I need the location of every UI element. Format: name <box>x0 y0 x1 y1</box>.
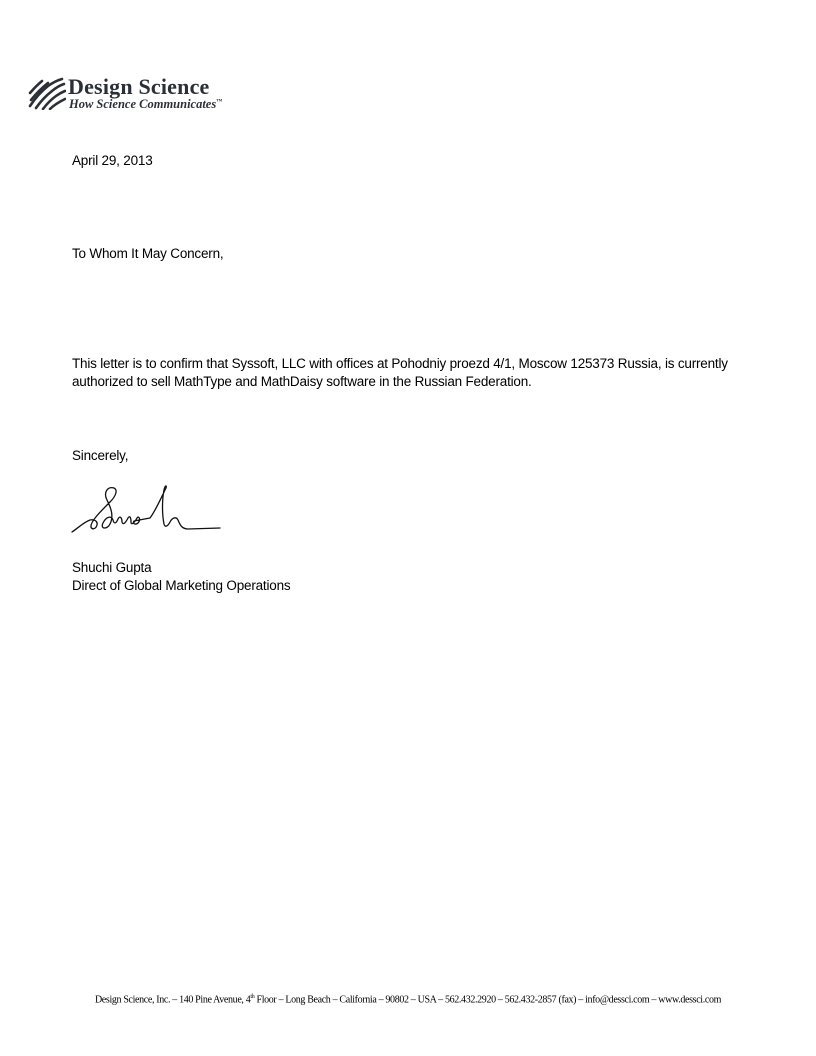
footer-address-start: Design Science, Inc. – 140 Pine Avenue, 4 <box>94 994 251 1006</box>
footer-address-end: Floor – Long Beach – California – 90802 – USA – 562.432.2920 – 562.432-2857 (fax) – info@dessci.com – www.dessci.com <box>254 994 722 1006</box>
letter-salutation: To Whom It May Concern, <box>72 246 224 261</box>
letter-body <box>72 355 752 391</box>
letter-closing: Sincerely, <box>72 448 129 463</box>
footer-ordinal-suffix: th <box>250 994 255 1000</box>
trademark-mark: ™ <box>216 98 223 105</box>
letterhead-footer <box>0 994 816 1005</box>
signer-title: Direct of Global Marketing Operations <box>72 578 291 593</box>
design-science-logo-icon <box>28 76 66 110</box>
signer-name: Shuchi Gupta <box>72 560 152 575</box>
company-name: Design Science <box>68 74 210 99</box>
letterhead-logo <box>28 74 268 114</box>
body-line: This letter is to confirm that Syssoft, LLC with offices at Pohodniy proezd 4/1, Moscow 125373 Russia, is currently <box>72 356 728 371</box>
handwritten-signature <box>70 482 225 540</box>
body-line: authorized to sell MathType and MathDaisy software in the Russian Federation. <box>72 374 532 389</box>
letter-date: April 29, 2013 <box>72 153 153 168</box>
tagline-text: How Science Communicates <box>69 97 217 111</box>
company-tagline <box>69 97 222 112</box>
